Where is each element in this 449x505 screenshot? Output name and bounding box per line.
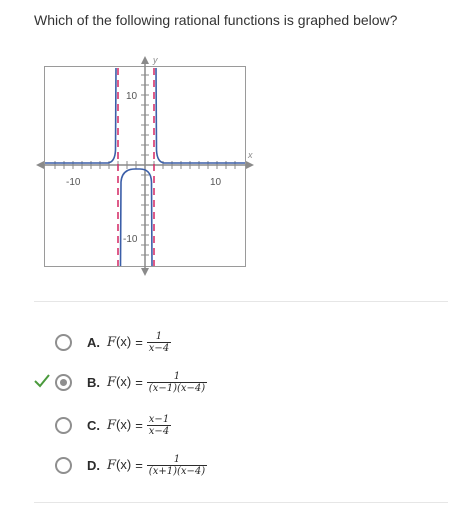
y-axis-arrow-top (141, 56, 149, 64)
x-tick-label-neg: -10 (66, 177, 81, 188)
function-name: F(x) (107, 334, 132, 350)
equals-sign: = (135, 374, 143, 390)
equals-sign: = (135, 334, 143, 350)
fraction (147, 331, 171, 354)
fraction (147, 454, 207, 477)
y-axis-label: y (153, 55, 158, 65)
x-axis-label: x (248, 150, 253, 160)
question-text: Which of the following rational functions is graphed below? (34, 12, 398, 28)
option-letter: C. (87, 417, 100, 433)
function-name: F(x) (107, 374, 132, 390)
radio-button-a[interactable] (55, 334, 72, 351)
x-tick-label-pos: 10 (210, 177, 222, 188)
option-a[interactable] (55, 327, 355, 357)
fraction (147, 371, 207, 394)
option-b[interactable] (55, 367, 355, 397)
y-tick-label-pos: 10 (126, 91, 138, 102)
denominator: (x−1)(x−4) (148, 382, 206, 394)
denominator: (x+1)(x−4) (148, 465, 206, 477)
denominator: x−4 (148, 425, 170, 437)
option-letter: A. (87, 334, 100, 350)
radio-button-c[interactable] (55, 417, 72, 434)
option-letter: B. (87, 374, 100, 390)
equals-sign: = (135, 417, 143, 433)
x-axis-arrow-left (36, 161, 44, 169)
divider-bottom (34, 502, 448, 503)
numerator: 1 (155, 330, 163, 342)
check-icon (33, 372, 51, 390)
divider-top (34, 301, 448, 302)
option-c[interactable] (55, 410, 355, 440)
denominator: x−4 (148, 342, 170, 354)
equals-sign: = (135, 457, 143, 473)
function-name: F(x) (107, 417, 132, 433)
radio-button-b[interactable] (55, 374, 72, 391)
numerator: 1 (173, 453, 181, 465)
radio-button-d[interactable] (55, 457, 72, 474)
x-axis-arrow-right (246, 161, 254, 169)
y-tick-label-neg: -10 (123, 234, 138, 245)
option-letter: D. (87, 457, 100, 473)
option-d[interactable] (55, 450, 355, 480)
function-name: F(x) (107, 457, 132, 473)
fraction (147, 414, 171, 437)
numerator: x−1 (148, 413, 170, 425)
numerator: 1 (173, 370, 181, 382)
y-axis-arrow-bottom (141, 268, 149, 276)
